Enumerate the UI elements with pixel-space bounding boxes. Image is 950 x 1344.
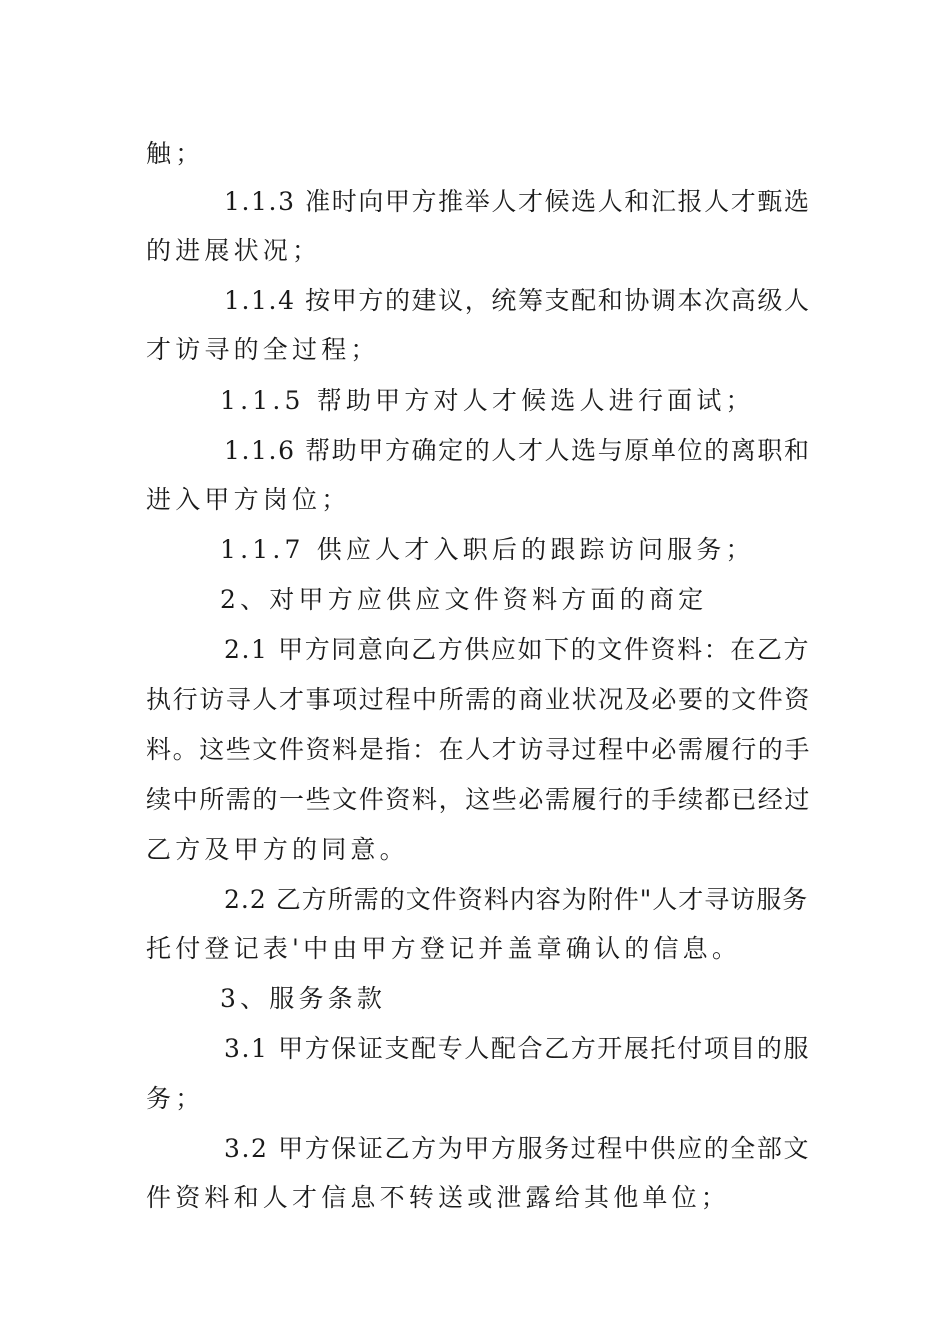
text-line: 触； (146, 139, 205, 168)
text-line: 1.1.4 按甲方的建议，统筹支配和协调本次高级人 (224, 286, 811, 315)
text-line: 料。这些文件资料是指：在人才访寻过程中必需履行的手 (146, 735, 812, 764)
text-line: 续中所需的一些文件资料，这些必需履行的手续都已经过 (146, 785, 812, 814)
text-line: 2.2 乙方所需的文件资料内容为附件"人才寻访服务 (224, 885, 809, 914)
text-line: 的进展状况； (146, 236, 322, 265)
text-line: 1.1.5 帮助甲方对人才候选人进行面试； (220, 386, 755, 415)
text-line: 1.1.7 供应人才入职后的跟踪访问服务； (220, 535, 755, 564)
text-line: 2.1 甲方同意向乙方供应如下的文件资料：在乙方 (224, 635, 811, 664)
text-line: 3.1 甲方保证支配专人配合乙方开展托付项目的服 (224, 1034, 811, 1063)
text-line: 件资料和人才信息不转送或泄露给其他单位； (146, 1183, 731, 1212)
text-line: 进入甲方岗位； (146, 485, 351, 514)
text-line: 执行访寻人才事项过程中所需的商业状况及必要的文件资 (146, 685, 812, 714)
text-line: 2、对甲方应供应文件资料方面的商定 (220, 585, 708, 614)
text-line: 托付登记表'中由甲方登记并盖章确认的信息。 (146, 934, 742, 963)
text-line: 1.1.3 准时向甲方推举人才候选人和汇报人才甄选 (224, 187, 811, 216)
text-line: 3.2 甲方保证乙方为甲方服务过程中供应的全部文 (224, 1134, 811, 1163)
text-line: 乙方及甲方的同意。 (146, 835, 409, 864)
text-line: 3、服务条款 (220, 984, 387, 1013)
text-line: 务； (146, 1084, 205, 1113)
text-line: 1.1.6 帮助甲方确定的人才人选与原单位的离职和 (224, 436, 811, 465)
text-line: 才访寻的全过程； (146, 335, 380, 364)
